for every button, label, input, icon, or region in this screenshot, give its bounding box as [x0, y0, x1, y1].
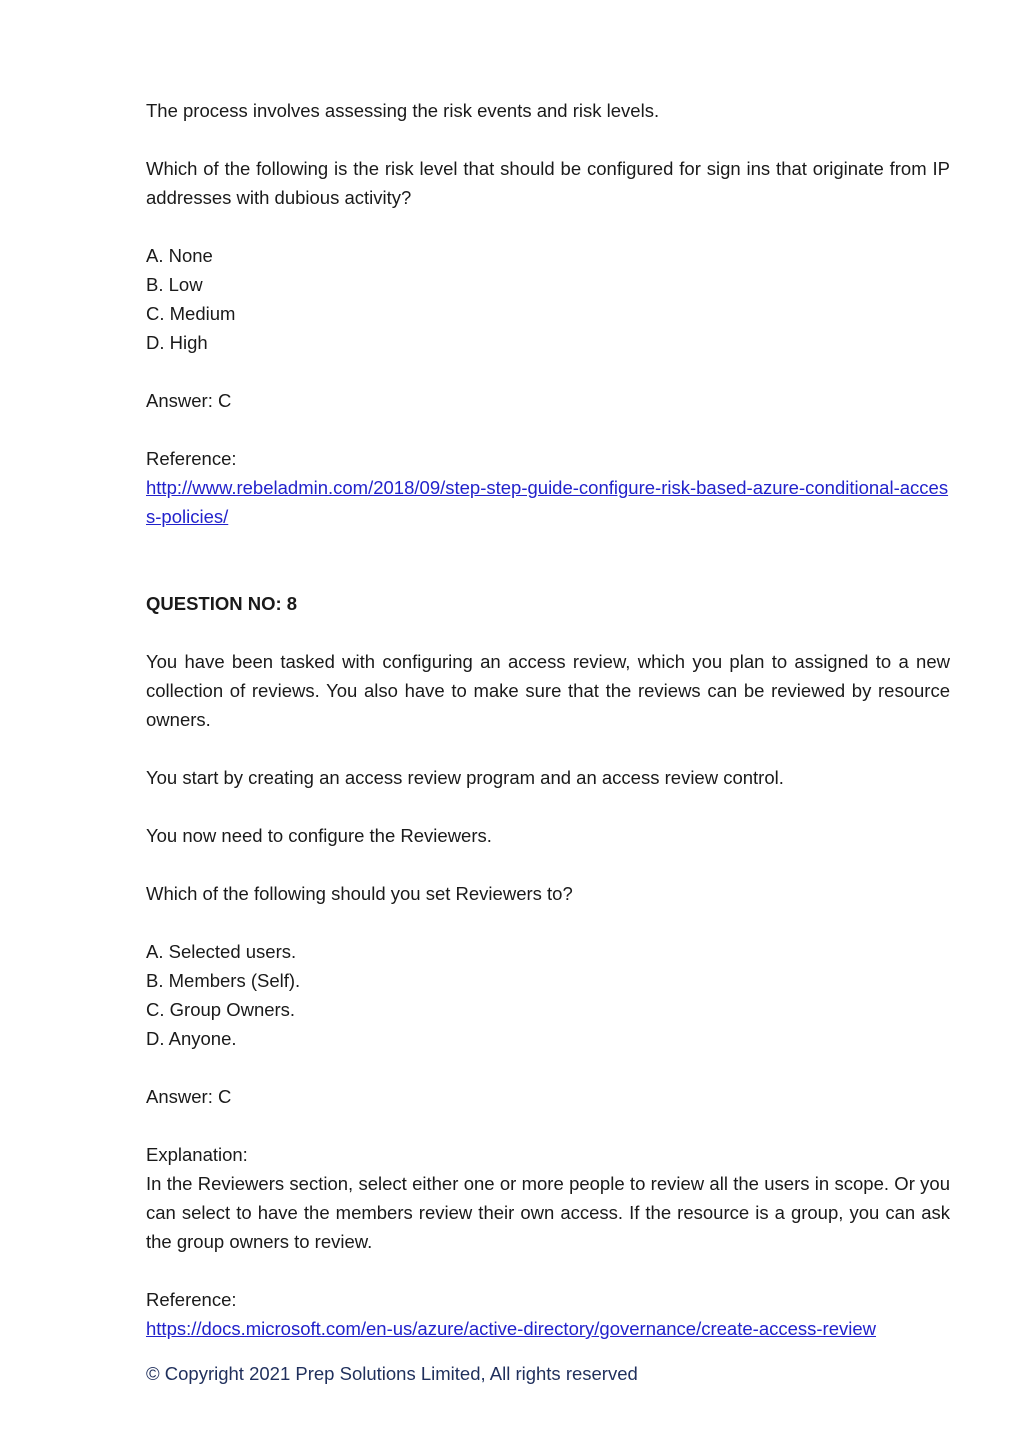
- q8-question: Which of the following should you set Reviewers to?: [146, 883, 573, 904]
- document-body: [146, 96, 950, 1343]
- q8-option-b: B. Members (Self).: [146, 970, 301, 991]
- q7-question: Which of the following is the risk level that should be configured for sign ins that originate from IP addresses with dubious activity?: [146, 158, 950, 208]
- q7-reference-link[interactable]: http://www.rebeladmin.com/2018/09/step-step-guide-configure-risk-based-azure-conditional-access-policies/: [146, 477, 949, 527]
- q8-paragraph-1: You have been tasked with configuring an access review, which you plan to assigned to a new collection of reviews. You also have to make sure that the reviews can be reviewed by resource owners.: [146, 651, 950, 730]
- q8-answer: Answer: C: [146, 1086, 232, 1107]
- q8-heading: QUESTION NO: 8: [146, 593, 298, 614]
- q7-option-a: A. None: [146, 245, 213, 266]
- q8-reference-label: Reference:: [146, 1289, 237, 1310]
- q7-reference-label: Reference:: [146, 448, 237, 469]
- q8-option-c: C. Group Owners.: [146, 999, 296, 1020]
- q8-paragraph-2: You start by creating an access review program and an access review control.: [146, 767, 784, 788]
- q7-option-d: D. High: [146, 332, 208, 353]
- section-spacer: [146, 560, 950, 589]
- q7-option-b: B. Low: [146, 274, 203, 295]
- q7-option-c: C. Medium: [146, 303, 236, 324]
- q8-explanation-label: Explanation:: [146, 1144, 248, 1165]
- q8-option-d: D. Anyone.: [146, 1028, 237, 1049]
- q8-reference: [146, 1314, 950, 1343]
- q8-paragraph-3: You now need to configure the Reviewers.: [146, 825, 492, 846]
- q8-explanation: In the Reviewers section, select either one or more people to review all the users in scope. Or you can select to have the members review their own access. If the resource is a group, you can ask the group owners to review.: [146, 1173, 950, 1252]
- q7-answer: Answer: C: [146, 390, 232, 411]
- copyright-footer: © Copyright 2021 Prep Solutions Limited, All rights reserved: [146, 1363, 638, 1384]
- q7-reference: [146, 473, 950, 531]
- q7-options: [146, 241, 950, 357]
- q8-reference-link[interactable]: https://docs.microsoft.com/en-us/azure/active-directory/governance/create-access-review: [146, 1318, 877, 1339]
- q7-intro: The process involves assessing the risk events and risk levels.: [146, 100, 660, 121]
- q8-options: [146, 937, 950, 1053]
- q8-option-a: A. Selected users.: [146, 941, 297, 962]
